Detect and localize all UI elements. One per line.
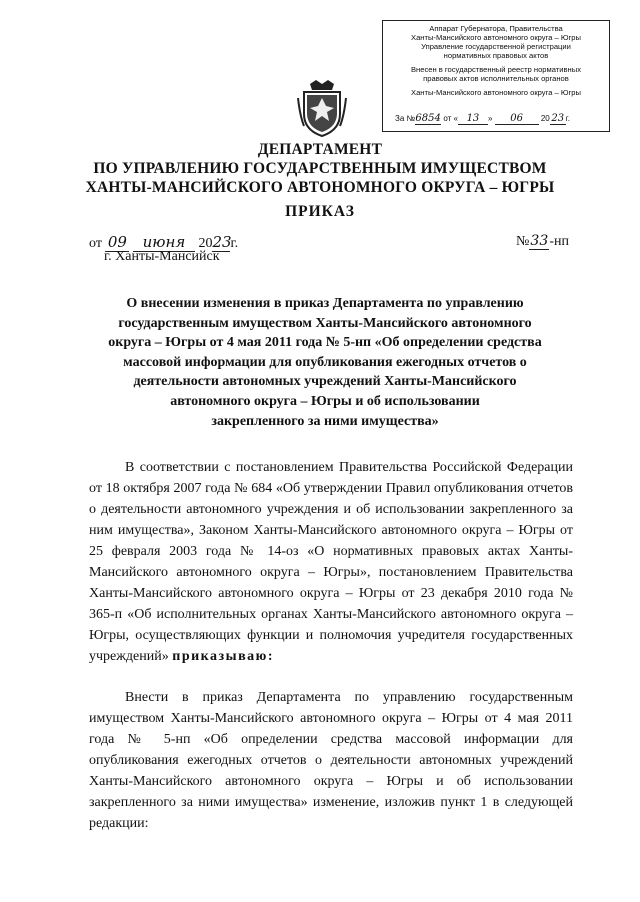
stamp-reg-number: 6854 [415,113,441,124]
stamp-line: Ханты-Мансийского автономного округа – Югры [411,33,581,42]
stamp-registration-line [395,114,603,125]
dept-line: ХАНТЫ-МАНСИЙСКОГО АВТОНОМНОГО ОКРУГА – ЮГРЫ [85,179,555,196]
heading-line: автономного округа – Югры и об использовании [170,393,480,409]
department-name [0,140,640,197]
stamp-reg-month: 06 [495,114,539,125]
stamp-line: правовых актов исполнительных органов [423,74,569,83]
date-prefix: от [89,236,102,251]
registration-stamp [382,20,610,132]
stamp-line: Ханты-Мансийского автономного округа – Югры [411,88,581,97]
paragraph-text: В соответствии с постановлением Правительства Российской Федерации от 18 октября 2007 года № 684 «Об утверждении Правил опубликования отчетов о деятельности автономного учреждения и об использовании закрепленного за ним имущества», Законом Ханты-Мансийского автономного округа – Югры от 25 февраля 2003 года № 14-оз «О нормативных правовых актах Ханты-Мансийского автономного округа – Югры», постановлением Правительства Ханты-Мансийского автономного округа – Югры от 23 декабря 2010 года № 365-п «Об исполнительных органах Ханты-Мансийского автономного округа – Югры, осуществляющих функции и полномочия учредителя государственных учреждений» [89,460,573,664]
stamp-line: Управление государственной регистрации [421,42,571,51]
order-number [516,233,569,250]
heading-line: О внесении изменения в приказ Департамента по управлению [126,296,524,311]
heading-line: деятельности автономных учреждений Ханты-Мансийского [133,374,517,390]
number-prefix: № [515,234,530,249]
date-month: июня [133,233,195,252]
order-heading [100,294,550,431]
number-suffix: -нп [549,234,569,249]
dept-line: ПО УПРАВЛЕНИЮ ГОСУДАРСТВЕННЫМ ИМУЩЕСТВОМ [93,160,547,177]
date-day: 09 [105,233,129,252]
heading-line: закрепленного за ними имущества» [211,413,439,429]
stamp-reg-day: 13 [458,114,488,125]
stamp-reg-from: от « [443,114,458,123]
heading-line: округа – Югры от 4 мая 2011 года № 5-нп «Об определении средства [108,335,542,351]
date-year: 23 [212,233,232,251]
stamp-line: нормативных правовых актов [443,51,549,60]
body-paragraph-2: Внести в приказ Департамента по управлению государственным имуществом Ханты-Мансийского автономного округа – Югры от 4 мая 2011 года № 5-нп «Об определении средства массовой информации для опубликования ежегодных отчетов о деятельности автономных учреждений Ханты-Мансийского автономного округа – Югры и об использовании закрепленного за ними имущества» изменение, изложив пункт 1 в следующей редакции: [89,690,573,831]
heading-line: государственным имуществом Ханты-Мансийского автономного [118,315,532,331]
date-year-prefix: 20 [198,236,213,251]
stamp-reg-quote: » [487,114,493,123]
order-city: г. Ханты-Мансийск [104,249,220,264]
stamp-line: Внесен в государственный реестр нормативных [410,65,582,74]
coat-of-arms-icon [296,78,348,138]
body-paragraph-1 [89,457,573,667]
heading-line: массовой информации для опубликования ежегодных отчетов о [123,354,527,370]
order-directive: приказываю: [172,649,275,664]
stamp-reg-year: 23 [551,113,565,124]
stamp-reg-year-suffix: г. [565,114,570,123]
stamp-reg-year-prefix: 20 [540,114,550,123]
number-value: 33 [530,233,549,249]
document-type: ПРИКАЗ [285,203,355,220]
stamp-line: Аппарат Губернатора, Правительства [429,24,563,33]
stamp-reg-prefix: За № [395,114,416,123]
date-year-suffix: г. [230,236,239,251]
dept-line: ДЕПАРТАМЕНТ [257,141,383,158]
